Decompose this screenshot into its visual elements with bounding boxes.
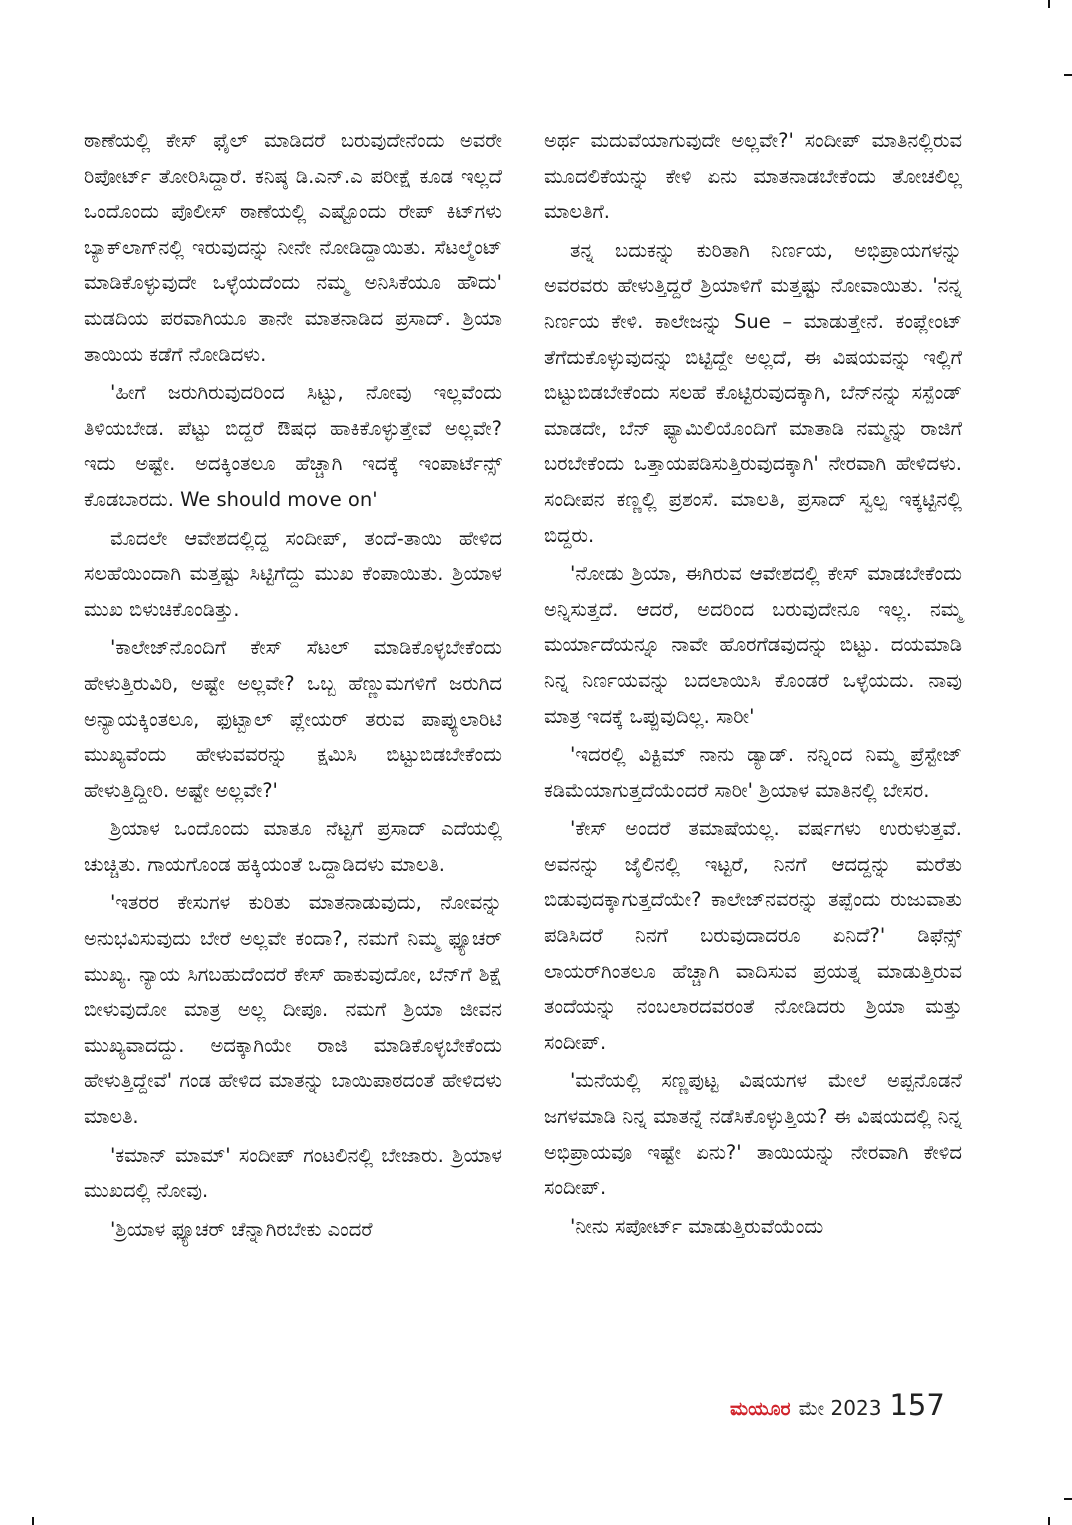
paragraph: 'ಹೀಗೆ ಜರುಗಿರುವುದರಿಂದ ಸಿಟ್ಟು, ನೋವು ಇಲ್ಲವೆಂದು ತಿಳಿಯಬೇಡ. ಪೆಟ್ಟು ಬಿದ್ದರೆ ಔಷಧ ಹಾಕಿಕೊಳ್ಳುತ್ತೇವೆ ಅಲ್ಲವೇ? ಇದು ಅಷ್ಟೇ. ಅದಕ್ಕಿಂತಲೂ ಹೆಚ್ಚಾಗಿ ಇದಕ್ಕೆ ಇಂಪಾರ್ಟೆನ್ಸ್ ಕೊಡಬಾರದು. We should move on' xyxy=(84,381,502,511)
paragraph: 'ನೋಡು ಶ್ರಿಯಾ, ಈಗಿರುವ ಆವೇಶದಲ್ಲಿ ಕೇಸ್ ಮಾಡಬೇಕೆಂದು ಅನ್ನಿಸುತ್ತದೆ. ಆದರೆ, ಅದರಿಂದ ಬರುವುದೇನೂ ಇಲ್ಲ. ನಮ್ಮ ಮರ್ಯಾದೆಯನ್ನೂ ನಾವೇ ಹೊರಗೆಡವುದನ್ನು ಬಿಟ್ಟು. ದಯಮಾಡಿ ನಿನ್ನ ನಿರ್ಣಯವನ್ನು ಬದಲಾಯಿಸಿ ಕೊಂಡರೆ ಒಳ್ಳೆಯದು. ನಾವು ಮಾತ್ರ ಇದಕ್ಕೆ ಒಪ್ಪುವುದಿಲ್ಲ. ಸಾರೀ' xyxy=(544,562,962,728)
paragraph: 'ಮನೆಯಲ್ಲಿ ಸಣ್ಣಪುಟ್ಟ ವಿಷಯಗಳ ಮೇಲೆ ಅಪ್ಪನೊಡನೆ ಜಗಳಮಾಡಿ ನಿನ್ನ ಮಾತನ್ನೆ ನಡೆಸಿಕೊಳ್ಳುತ್ತಿಯ? ಈ ವಿಷಯದಲ್ಲಿ ನಿನ್ನ ಅಭಿಪ್ರಾಯವೂ ಇಷ್ಟೇ ಏನು?' ತಾಯಿಯನ್ನು ನೇರವಾಗಿ ಕೇಳಿದ ಸಂದೀಪ್. xyxy=(544,1069,962,1200)
crop-mark-bottom-left xyxy=(32,1517,34,1525)
paragraph: ಮೊದಲೇ ಆವೇಶದಲ್ಲಿದ್ದ ಸಂದೀಪ್, ತಂದೆ-ತಾಯಿ ಹೇಳಿದ ಸಲಹೆಯಿಂದಾಗಿ ಮತ್ತಷ್ಟು ಸಿಟ್ಟಿಗೆದ್ದು ಮುಖ ಕೆಂಪಾಯಿತು. ಶ್ರಿಯಾಳ ಮುಖ ಬಿಳುಚಿಕೊಂಡಿತ್ತು. xyxy=(84,526,502,621)
crop-mark-bottom-right xyxy=(1048,1517,1050,1525)
page-footer xyxy=(730,1388,945,1422)
paragraph: 'ಕಮಾನ್ ಮಾಮ್' ಸಂದೀಪ್ ಗಂಟಲಿನಲ್ಲಿ ಬೇಜಾರು. ಶ್ರಿಯಾಳ ಮುಖದಲ್ಲಿ ನೋವು. xyxy=(84,1143,502,1203)
text-column-right xyxy=(544,123,962,1247)
crop-mark-top-right xyxy=(1048,0,1050,8)
page-number: 157 xyxy=(889,1388,945,1422)
paragraph: ಅರ್ಥ ಮದುವೆಯಾಗುವುದೇ ಅಲ್ಲವೇ?' ಸಂದೀಪ್ ಮಾತಿನಲ್ಲಿರುವ ಮೂದಲಿಕೆಯನ್ನು ಕೇಳಿ ಏನು ಮಾತನಾಡಬೇಕೆಂದು ತೋಚಲಿಲ್ಲ ಮಾಲತಿಗೆ. xyxy=(544,129,962,224)
issue-month: ಮೇ 2023 xyxy=(798,1396,882,1420)
paragraph: ಶ್ರಿಯಾಳ ಒಂದೊಂದು ಮಾತೂ ನೆಟ್ಟಗೆ ಪ್ರಸಾದ್ ಎದೆಯಲ್ಲಿ ಚುಚ್ಚಿತು. ಗಾಯಗೊಂಡ ಹಕ್ಕಿಯಂತೆ ಒದ್ದಾಡಿದಳು ಮಾಲತಿ. xyxy=(84,817,502,876)
text-column-left xyxy=(84,123,502,1250)
crop-mark-right-upper xyxy=(1064,74,1072,76)
magazine-logo: ಮಯೂರ xyxy=(730,1398,791,1420)
paragraph: 'ಶ್ರಿಯಾಳ ಫ್ಯೂಚರ್ ಚೆನ್ನಾಗಿರಬೇಕು ಎಂದರೆ xyxy=(110,1217,373,1241)
paragraph: ತನ್ನ ಬದುಕನ್ನು ಕುರಿತಾಗಿ ನಿರ್ಣಯ, ಅಭಿಪ್ರಾಯಗಳನ್ನು ಅವರವರು ಹೇಳುತ್ತಿದ್ದರೆ ಶ್ರಿಯಾಳಿಗೆ ಮತ್ತಷ್ಟು ನೋವಾಯಿತು. 'ನನ್ನ ನಿರ್ಣಯ ಕೇಳಿ. ಕಾಲೇಜನ್ನು Sue – ಮಾಡುತ್ತೇನೆ. ಕಂಪ್ಲೇಂಟ್ ತೆಗೆದುಕೊಳ್ಳುವುದನ್ನು ಬಿಟ್ಟಿದ್ದೇ ಅಲ್ಲದೆ, ಈ ವಿಷಯವನ್ನು ಇಲ್ಲಿಗೆ ಬಿಟ್ಟುಬಿಡಬೇಕೆಂದು ಸಲಹೆ ಕೊಟ್ಟಿರುವುದಕ್ಕಾಗಿ, ಬೆನ್‌ನನ್ನು ಸಸ್ಪೆಂಡ್ ಮಾಡದೇ, ಬೆನ್ ಫ್ಯಾಮಿಲಿಯೊಂದಿಗೆ ಮಾತಾಡಿ ನಮ್ಮನ್ನು ರಾಜಿಗೆ ಬರಬೇಕೆಂದು ಒತ್ತಾಯಪಡಿಸುತ್ತಿರುವುದಕ್ಕಾಗಿ' ನೇರವಾಗಿ ಹೇಳಿದಳು. ಸಂದೀಪನ ಕಣ್ಣಲ್ಲಿ ಪ್ರಶಂಸೆ. ಮಾಲತಿ, ಪ್ರಸಾದ್ ಸ್ವಲ್ಪ ಇಕ್ಕಟ್ಟಿನಲ್ಲಿ ಬಿದ್ದರು. xyxy=(544,238,962,547)
paragraph: 'ಇತರರ ಕೇಸುಗಳ ಕುರಿತು ಮಾತನಾಡುವುದು, ನೋವನ್ನು ಅನುಭವಿಸುವುದು ಬೇರೆ ಅಲ್ಲವೇ ಕಂದಾ?, ನಮಗೆ ನಿಮ್ಮ ಫ್ಯೂಚರ್ ಮುಖ್ಯ. ನ್ಯಾಯ ಸಿಗಬಹುದೆಂದರೆ ಕೇಸ್ ಹಾಕುವುದೋ, ಬೆನ್‌ಗೆ ಶಿಕ್ಷೆ ಬೀಳುವುದೋ ಮಾತ್ರ ಅಲ್ಲ ದೀಪೂ. ನಮಗೆ ಶ್ರಿಯಾ ಜೀವನ ಮುಖ್ಯವಾದದ್ದು. ಅದಕ್ಕಾಗಿಯೇ ರಾಜಿ ಮಾಡಿಕೊಳ್ಳಬೇಕೆಂದು ಹೇಳುತ್ತಿದ್ದೇವೆ' ಗಂಡ ಹೇಳಿದ ಮಾತನ್ನು ಬಾಯಿಪಾಠದಂತೆ ಹೇಳಿದಳು ಮಾಲತಿ. xyxy=(84,891,502,1129)
paragraph: 'ನೀನು ಸಪೋರ್ಟ್ ಮಾಡುತ್ತಿರುವೆಯೆಂದು xyxy=(570,1214,824,1238)
crop-mark-right-lower xyxy=(1064,1498,1072,1500)
paragraph: 'ಕಾಲೇಜ್‌ನೊಂದಿಗೆ ಕೇಸ್ ಸೆಟಲ್ ಮಾಡಿಕೊಳ್ಳಬೇಕೆಂದು ಹೇಳುತ್ತಿರುವಿರಿ, ಅಷ್ಟೇ ಅಲ್ಲವೇ? ಒಬ್ಬ ಹೆಣ್ಣುಮಗಳಿಗೆ ಜರುಗಿದ ಅನ್ಯಾಯಕ್ಕಿಂತಲೂ, ಫುಟ್ಬಾಲ್ ಪ್ಲೇಯರ್ ತರುವ ಪಾಪ್ಯುಲಾರಿಟಿ ಮುಖ್ಯವೆಂದು ಹೇಳುವವರನ್ನು ಕ್ಷಮಿಸಿ ಬಿಟ್ಟುಬಿಡಬೇಕೆಂದು ಹೇಳುತ್ತಿದ್ದೀರಿ. ಅಷ್ಟೇ ಅಲ್ಲವೇ?' xyxy=(84,636,502,802)
paragraph: 'ಕೇಸ್ ಅಂದರೆ ತಮಾಷೆಯಲ್ಲ. ವರ್ಷಗಳು ಉರುಳುತ್ತವೆ. ಅವನನ್ನು ಜೈಲಿನಲ್ಲಿ ಇಟ್ಟರೆ, ನಿನಗೆ ಆದದ್ದನ್ನು ಮರೆತು ಬಿಡುವುದಕ್ಕಾಗುತ್ತದೆಯೇ? ಕಾಲೇಜ್‌ನವರನ್ನು ತಪ್ಪೆಂದು ರುಜುವಾತು ಪಡಿಸಿದರೆ ನಿನಗೆ ಬರುವುದಾದರೂ ಏನಿದೆ?' ಡಿಫೆನ್ಸ್ ಲಾಯರ್‌ಗಿಂತಲೂ ಹೆಚ್ಚಾಗಿ ವಾದಿಸುವ ಪ್ರಯತ್ನ ಮಾಡುತ್ತಿರುವ ತಂದೆಯನ್ನು ನಂಬಲಾರದವರಂತೆ ನೋಡಿದರು ಶ್ರಿಯಾ ಮತ್ತು ಸಂದೀಪ್. xyxy=(544,817,962,1054)
paragraph: 'ಇದರಲ್ಲಿ ವಿಕ್ಟಿಮ್ ನಾನು ಡ್ಯಾಡ್. ನನ್ನಿಂದ ನಿಮ್ಮ ಪ್ರೆಸ್ಟೇಜ್ ಕಡಿಮೆಯಾಗುತ್ತದೆಯೆಂದರೆ ಸಾರೀ' ಶ್ರಿಯಾಳ ಮಾತಿನಲ್ಲಿ ಬೇಸರ. xyxy=(544,743,962,802)
paragraph: ಠಾಣೆಯಲ್ಲಿ ಕೇಸ್ ಫೈಲ್ ಮಾಡಿದರೆ ಬರುವುದೇನೆಂದು ಅವರೇ ರಿಪೋರ್ಟ್ ತೋರಿಸಿದ್ದಾರೆ. ಕನಿಷ್ಠ ಡಿ.ಎನ್.ಎ ಪರೀಕ್ಷೆ ಕೂಡ ಇಲ್ಲದೆ ಒಂದೊಂದು ಪೊಲೀಸ್ ಠಾಣೆಯಲ್ಲಿ ಎಷ್ಟೊಂದು ರೇಪ್ ಕಿಟ್‌ಗಳು ಬ್ಯಾಕ್‌ಲಾಗ್‌ನಲ್ಲಿ ಇರುವುದನ್ನು ನೀನೇ ನೋಡಿದ್ದಾಯಿತು. ಸೆಟಲ್ಮೆಂಟ್ ಮಾಡಿಕೊಳ್ಳುವುದೇ ಒಳ್ಳೆಯದೆಂದು ನಮ್ಮ ಅನಿಸಿಕೆಯೂ ಹೌದು' ಮಡದಿಯ ಪರವಾಗಿಯೂ ತಾನೇ ಮಾತನಾಡಿದ ಪ್ರಸಾದ್. ಶ್ರಿಯಾ ತಾಯಿಯ ಕಡೆಗೆ ನೋಡಿದಳು. xyxy=(84,129,502,366)
